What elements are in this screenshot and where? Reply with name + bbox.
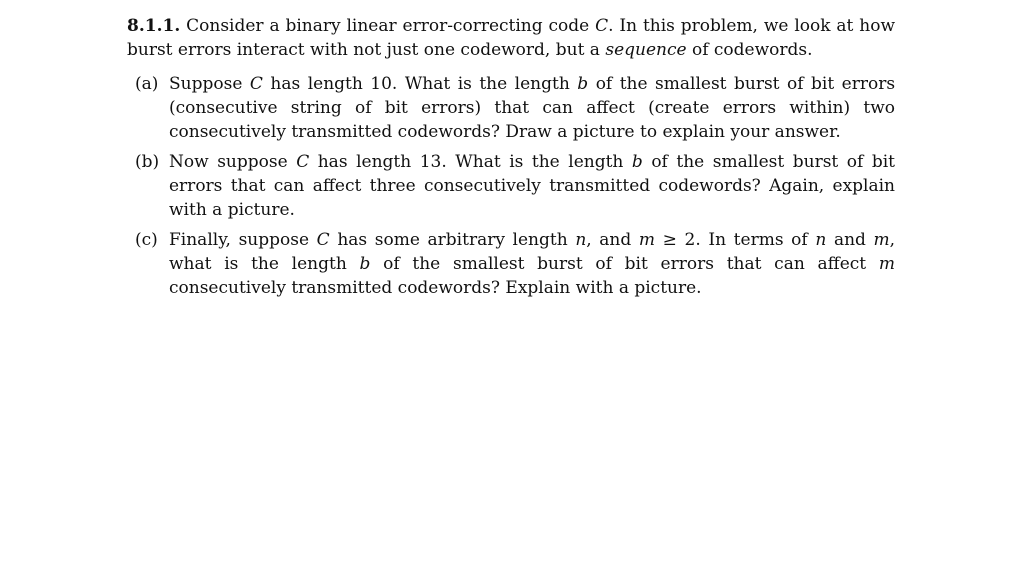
part-b-code: C — [296, 152, 310, 172]
part-c-text-6: , what is the length — [169, 230, 896, 274]
part-c-var-m-2: m — [873, 230, 890, 250]
part-c-var-m: m — [638, 230, 656, 250]
part-a-var-b: b — [577, 74, 589, 94]
part-c-label: (c) — [135, 230, 158, 250]
part-b-text-1: Now suppose — [169, 152, 288, 172]
part-b-text-3: of the smallest burst of bit errors that can affect three consecutively transmitted codewords? Again, explain with a picture. — [169, 152, 895, 220]
part-b-text-2: has length 13. What is the length — [317, 152, 624, 172]
part-a-code: C — [249, 74, 263, 94]
part-c — [127, 228, 895, 300]
part-c-var-n-2: n — [815, 230, 827, 250]
part-c-text-3: , and — [586, 230, 632, 250]
intro-text-2: . In this problem, we look at how burst errors interact with not just one codeword, but a — [127, 16, 895, 60]
part-c-var-b: b — [359, 254, 371, 274]
part-c-var-n: n — [575, 230, 587, 250]
part-a-text-1: Suppose — [169, 74, 243, 94]
code-symbol: C — [595, 16, 609, 36]
part-a-text-2: has length 10. What is the length — [270, 74, 570, 94]
problem-block — [127, 14, 895, 306]
parts-list — [127, 72, 895, 300]
part-c-text-4: ≥ 2. In terms of — [662, 230, 808, 250]
intro-text-1: Consider a binary linear error-correcting code — [186, 16, 590, 36]
problem-intro — [127, 14, 895, 62]
part-b — [127, 150, 895, 222]
part-b-label: (b) — [135, 152, 160, 172]
part-a — [127, 72, 895, 144]
part-c-text-2: has some arbitrary length — [337, 230, 568, 250]
part-a-label: (a) — [135, 74, 159, 94]
problem-number: 8.1.1. — [127, 16, 181, 36]
part-c-text-1: Finally, suppose — [169, 230, 310, 250]
part-b-var-b: b — [631, 152, 643, 172]
part-c-text-7: of the smallest burst of bit errors that can affect — [383, 254, 867, 274]
part-c-text-8: consecutively transmitted codewords? Explain with a picture. — [169, 278, 702, 298]
intro-text-3: of codewords. — [691, 40, 813, 60]
part-c-text-5: and — [833, 230, 866, 250]
part-a-text-3: of the smallest burst of bit errors (consecutive string of bit errors) that can affect (create errors within) two consecutively transmitted codewords? Draw a picture to explain your answer. — [169, 74, 896, 142]
part-c-var-m-3: m — [878, 254, 895, 274]
intro-emphasis: sequence — [605, 40, 687, 60]
part-c-code: C — [316, 230, 330, 250]
